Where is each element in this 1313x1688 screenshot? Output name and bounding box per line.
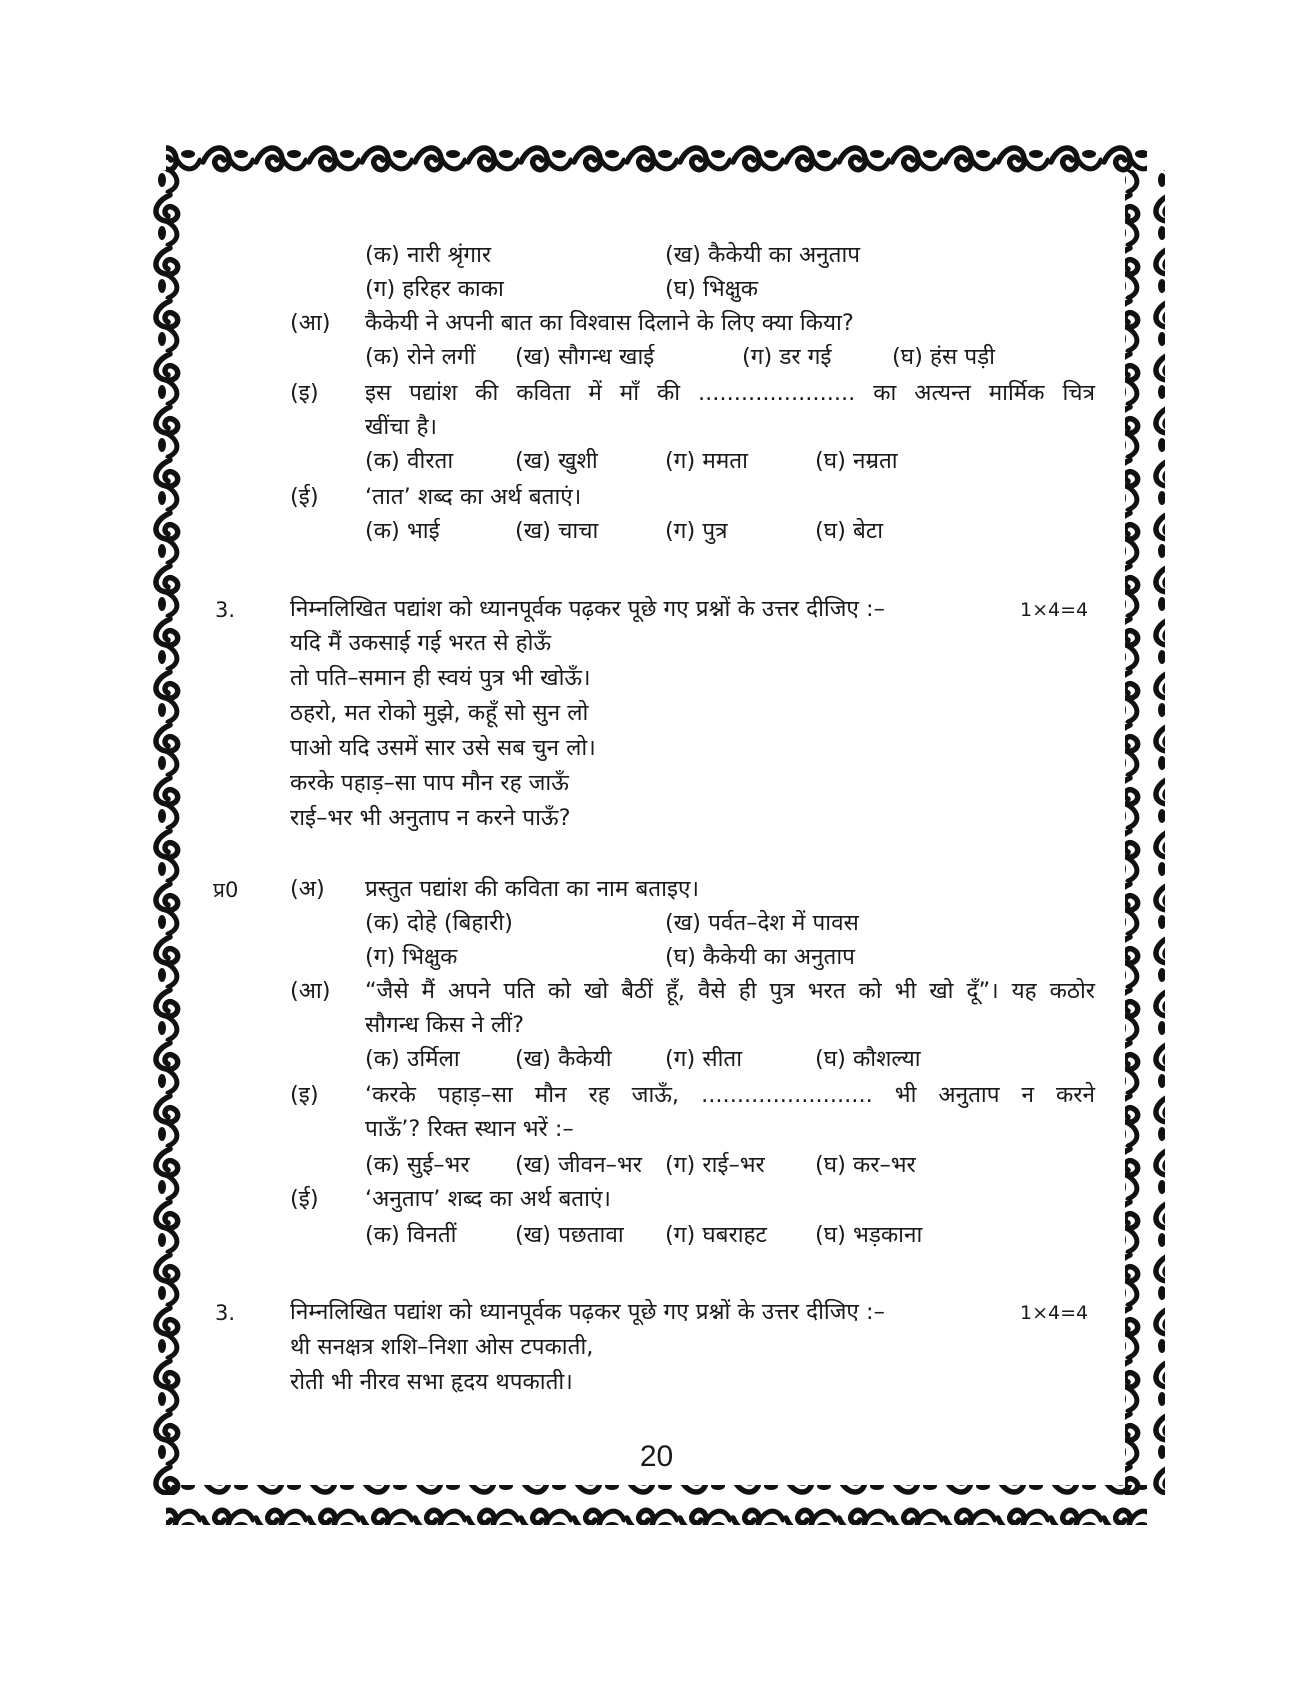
option-gha: (घ) कर–भर (815, 1152, 916, 1178)
option-kha: (ख) कैकेयी का अनुताप (665, 242, 861, 268)
option-kha: (ख) जीवन–भर (515, 1152, 642, 1178)
option-ga: (ग) पुत्र (665, 518, 728, 544)
poem-line: रोती भी नीरव सभा हृदय थपकाती। (290, 1369, 573, 1395)
option-gha: (घ) कैकेयी का अनुताप (665, 944, 855, 970)
option-kha: (ख) कैकेयी (515, 1046, 612, 1072)
marks-label: 1×4=4 (1020, 1302, 1089, 1324)
option-gha: (घ) भड़काना (815, 1222, 923, 1248)
question-prefix: प्र0 (213, 878, 239, 902)
question-text: “जैसे मैं अपने पति को खो बैठीं हूँ, वैसे ही पुत्र भरत को भी खो दूँ”। यह कठोर (365, 978, 1095, 1004)
option-kha: (ख) चाचा (515, 518, 599, 544)
option-ga: (ग) डर गई (742, 344, 832, 370)
question-label: (ई) (290, 484, 319, 510)
option-ka: (क) भाई (365, 518, 440, 544)
question-number: 3. (215, 1301, 236, 1325)
option-ka: (क) वीरता (365, 448, 454, 474)
option-kha: (ख) पर्वत–देश में पावस (665, 910, 859, 936)
question-text: इस पद्यांश की कविता में माँ की ...................... का अत्यन्त मार्मिक चित्र (365, 380, 1095, 406)
poem-line: थी सनक्षत्र शशि–निशा ओस टपकाती, (290, 1334, 594, 1360)
option-ga: (ग) हरिहर काका (365, 276, 504, 302)
poem-line: यदि मैं उकसाई गई भरत से होऊँ (290, 630, 552, 656)
instruction-text: निम्नलिखित पद्यांश को ध्यानपूर्वक पढ़कर पूछे गए प्रश्नों के उत्तर दीजिए :– (290, 596, 885, 622)
option-ka: (क) दोहे (बिहारी) (365, 910, 513, 936)
poem-line: ठहरो, मत रोको मुझे, कहूँ सो सुन लो (290, 700, 589, 726)
option-kha: (ख) सौगन्ध खाई (515, 344, 655, 370)
poem-line: तो पति–समान ही स्वयं पुत्र भी खोऊँ। (290, 665, 591, 691)
page-number: 20 (639, 1440, 674, 1473)
option-gha: (घ) हंस पड़ी (892, 344, 995, 370)
option-ka: (क) नारी श्रृंगार (365, 242, 492, 268)
option-ka: (क) उर्मिला (365, 1046, 460, 1072)
question-text: ‘करके पहाड़–सा मौन रह जाऊँ, ........................ भी अनुताप न करने (365, 1082, 1095, 1108)
option-ga: (ग) सीता (665, 1046, 743, 1072)
question-label: (आ) (290, 310, 331, 336)
option-ka: (क) सुई–भर (365, 1152, 470, 1178)
question-text: ‘तात’ शब्द का अर्थ बताएं। (365, 484, 582, 510)
option-ka: (क) विनतीं (365, 1222, 457, 1248)
question-label: (इ) (290, 380, 319, 406)
question-label: (आ) (290, 978, 331, 1004)
question-text: कैकेयी ने अपनी बात का विश्वास दिलाने के लिए क्या किया? (365, 310, 854, 336)
option-kha: (ख) पछतावा (515, 1222, 624, 1248)
marks-label: 1×4=4 (1020, 599, 1089, 621)
question-label: (ई) (290, 1186, 319, 1212)
option-ga: (ग) भिक्षुक (365, 944, 458, 970)
question-text-continued: सौगन्ध किस ने लीं? (365, 1012, 525, 1038)
option-ga: (ग) राई–भर (665, 1152, 765, 1178)
question-label: (इ) (290, 1082, 319, 1108)
option-ka: (क) रोने लगीं (365, 344, 476, 370)
poem-line: राई–भर भी अनुताप न करने पाऊँ? (290, 805, 571, 831)
option-gha: (घ) कौशल्या (815, 1046, 921, 1072)
question-text-continued: खींचा है। (365, 414, 437, 440)
instruction-text: निम्नलिखित पद्यांश को ध्यानपूर्वक पढ़कर पूछे गए प्रश्नों के उत्तर दीजिए :– (290, 1299, 885, 1325)
question-text: ‘अनुताप’ शब्द का अर्थ बताएं। (365, 1186, 611, 1212)
option-gha: (घ) बेटा (815, 518, 884, 544)
option-ga: (ग) ममता (665, 448, 748, 474)
question-number: 3. (215, 598, 236, 622)
question-text-continued: पाऊँ’? रिक्त स्थान भरें :– (365, 1116, 574, 1142)
question-label: (अ) (290, 876, 325, 902)
poem-line: पाओ यदि उसमें सार उसे सब चुन लो। (290, 735, 596, 761)
option-gha: (घ) नम्रता (815, 448, 898, 474)
option-gha: (घ) भिक्षुक (665, 276, 759, 302)
option-ga: (ग) घबराहट (665, 1222, 767, 1248)
question-text: प्रस्तुत पद्यांश की कविता का नाम बताइए। (365, 876, 699, 902)
poem-line: करके पहाड़–सा पाप मौन रह जाऊँ (290, 770, 569, 796)
option-kha: (ख) खुशी (515, 448, 598, 474)
